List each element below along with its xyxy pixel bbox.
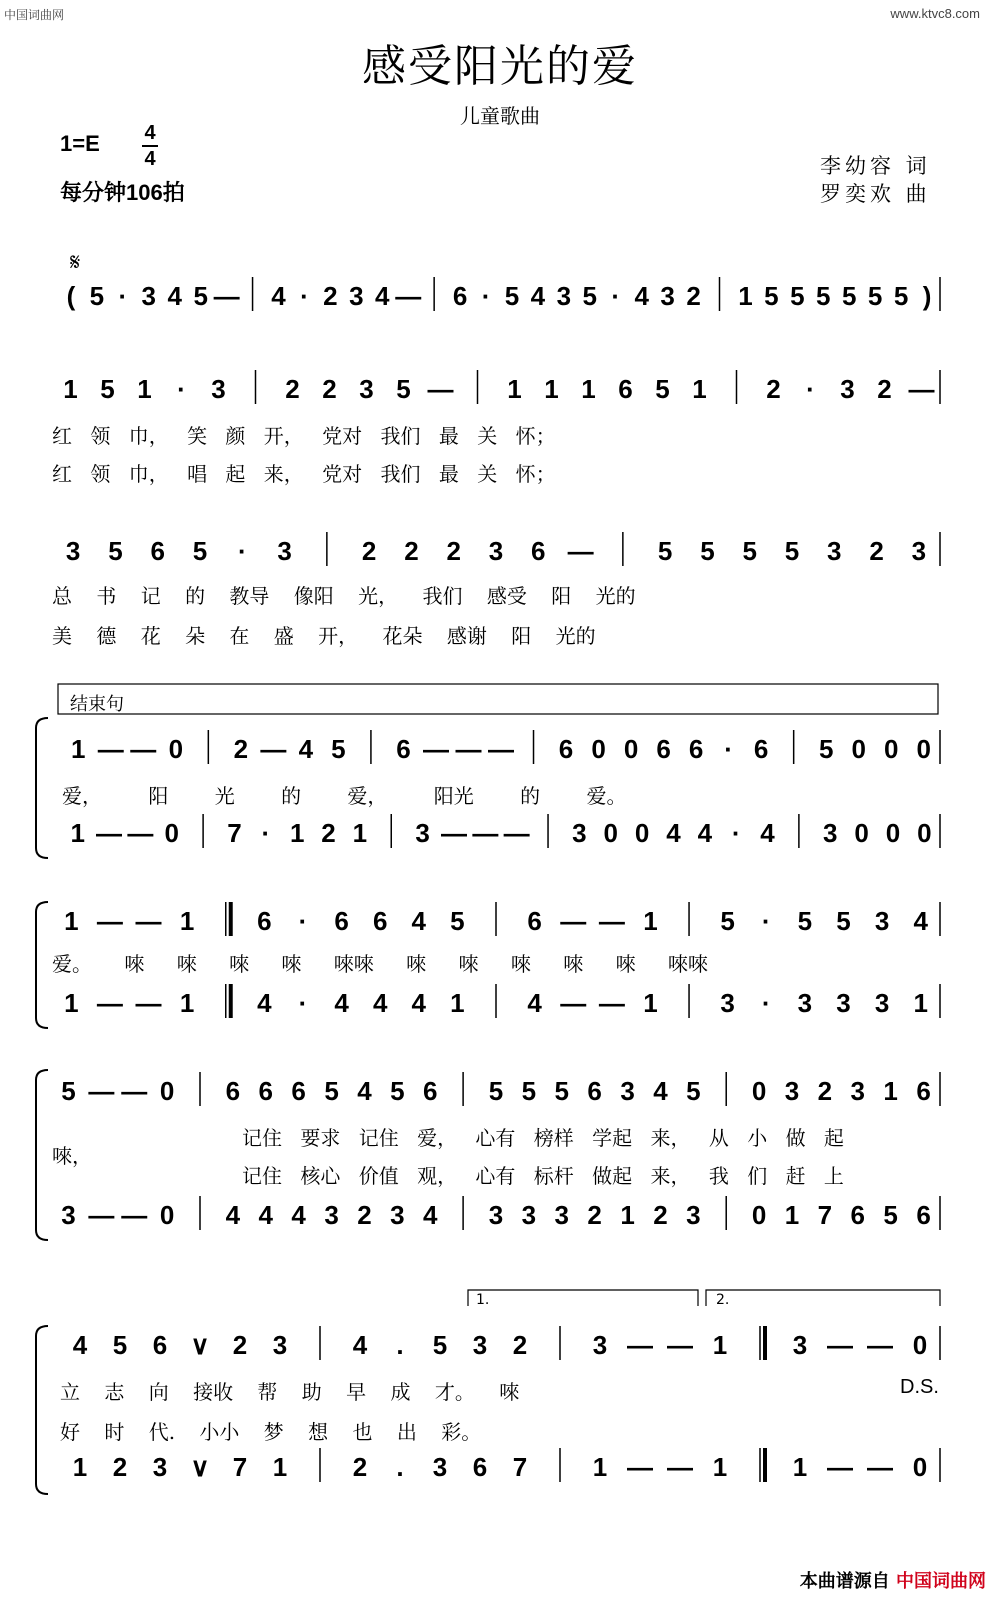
song-title: 感受阳光的爱	[362, 41, 638, 92]
note: 3	[472, 1330, 488, 1360]
note: 3	[840, 374, 855, 404]
note: 3	[554, 1200, 570, 1230]
note: —	[667, 1330, 693, 1360]
note: 3	[141, 281, 157, 311]
note: —	[260, 734, 287, 764]
note: 6	[531, 536, 546, 566]
note: ·	[806, 374, 815, 404]
note: 4	[167, 281, 182, 311]
note: 0	[885, 818, 901, 848]
note: 2	[404, 536, 419, 566]
note: 0	[623, 734, 639, 764]
song-subtitle: 儿童歌曲	[460, 104, 540, 128]
note: ·	[177, 374, 186, 404]
time-signature-top: 4	[144, 122, 156, 144]
note: 4	[372, 988, 388, 1018]
note: 3	[874, 988, 890, 1018]
note: 5	[790, 281, 805, 311]
note: 5	[89, 281, 105, 311]
note: 5	[764, 281, 779, 311]
note: 0	[916, 734, 931, 764]
note: 6	[916, 1200, 931, 1230]
note: 2	[869, 536, 884, 566]
note: 4	[913, 906, 928, 936]
note: 4	[291, 1200, 306, 1230]
note: —	[627, 1330, 653, 1360]
note: 6	[753, 734, 769, 764]
note: 6	[258, 1076, 274, 1106]
note: ·	[237, 536, 247, 566]
volta-2-label: 2.	[716, 1292, 730, 1308]
footer-source-label: 本曲谱源自	[799, 1571, 890, 1592]
note: 5	[488, 1076, 504, 1106]
note: 4	[760, 818, 775, 848]
note: —	[472, 818, 499, 848]
note: —	[96, 988, 123, 1018]
note: 1	[592, 1452, 608, 1482]
note: 0	[164, 818, 179, 848]
note: 2	[352, 1452, 368, 1482]
note: 7	[512, 1452, 528, 1482]
note: 6	[656, 734, 671, 764]
note: 0	[751, 1200, 767, 1230]
note: —	[488, 734, 514, 764]
note: 2	[446, 536, 461, 566]
note: 2	[361, 536, 377, 566]
note: 4	[411, 906, 427, 936]
note: —	[395, 281, 422, 311]
tempo-marking: 每分钟106拍	[60, 180, 185, 205]
note: 4	[375, 281, 390, 311]
note: 0	[917, 818, 932, 848]
note: 6	[150, 536, 165, 566]
note: 5	[742, 536, 757, 566]
note: 1	[883, 1076, 898, 1106]
note: 0	[603, 818, 618, 848]
note: —	[867, 1452, 893, 1482]
note: 1	[137, 374, 152, 404]
note: 0	[912, 1452, 928, 1482]
note: 0	[159, 1076, 175, 1106]
note: 5	[521, 1076, 537, 1106]
note: 5	[797, 906, 813, 936]
note: 6	[422, 1076, 438, 1106]
segno-sign: 𝄋	[70, 248, 81, 276]
note: 3	[823, 818, 838, 848]
composer-credit: 罗奕欢 曲	[820, 182, 931, 206]
site-watermark-right: www.ktvc8.com	[890, 6, 980, 21]
note: ·	[761, 988, 771, 1018]
note: 5	[657, 536, 673, 566]
note: 5	[112, 1330, 128, 1360]
note: 5	[818, 734, 834, 764]
note: 3	[65, 536, 81, 566]
note: 7	[232, 1452, 248, 1482]
note: 3	[660, 281, 675, 311]
note: 1	[71, 734, 86, 764]
note: 6	[291, 1076, 306, 1106]
note: ·	[298, 988, 308, 1018]
note: 3	[390, 1200, 405, 1230]
note: 0	[591, 734, 606, 764]
note: 4	[357, 1076, 372, 1106]
note: 4	[352, 1330, 368, 1360]
lyric-line-2-verse-1: 红 领 巾， 笑 颜 开， 党对 我们 最 关 怀；	[52, 424, 556, 448]
note: (	[66, 281, 76, 311]
note: 3	[784, 1076, 800, 1106]
note: ·	[118, 281, 128, 311]
note: 2	[817, 1076, 833, 1106]
note: —	[127, 818, 154, 848]
lyric-line-2-verse-2: 红 领 巾， 唱 起 来， 党对 我们 最 关 怀；	[52, 462, 556, 486]
note: 1	[712, 1452, 728, 1482]
note: 5	[883, 1200, 898, 1230]
note: 1	[70, 818, 85, 848]
note: 3	[792, 1330, 808, 1360]
note: 2	[686, 281, 701, 311]
lyric-line-6-intro: 唻，	[52, 1144, 92, 1168]
note: 1	[712, 1330, 728, 1360]
note: ∨	[190, 1452, 210, 1482]
footer-site-name: 中国词曲网	[896, 1571, 986, 1592]
note: 3	[720, 988, 735, 1018]
note: 4	[257, 988, 272, 1018]
note: 5	[836, 906, 851, 936]
note: 1	[179, 988, 195, 1018]
ending-box-label: 结束句	[70, 694, 124, 715]
note: —	[96, 906, 123, 936]
note: —	[97, 734, 124, 764]
note: —	[667, 1452, 693, 1482]
note: 4	[634, 281, 649, 311]
note: 1	[63, 374, 78, 404]
ds-marking: D.S.	[900, 1376, 939, 1398]
note: 1	[620, 1200, 635, 1230]
volta-2-bracket	[706, 1290, 940, 1306]
note: 4	[258, 1200, 274, 1230]
note: —	[455, 734, 482, 764]
note: 2	[766, 374, 781, 404]
note: 6	[225, 1076, 241, 1106]
note: 5	[324, 1076, 339, 1106]
note: 1	[64, 906, 79, 936]
note: 1	[581, 374, 596, 404]
note: 6	[472, 1452, 488, 1482]
note: 3	[211, 374, 226, 404]
note: —	[88, 1076, 115, 1106]
note: 0	[912, 1330, 928, 1360]
note: 1	[643, 906, 658, 936]
note: 2	[112, 1452, 128, 1482]
note: 5	[720, 906, 735, 936]
note: 2	[512, 1330, 528, 1360]
note: 6	[334, 906, 349, 936]
note: 2	[285, 374, 300, 404]
note: 3	[324, 1200, 339, 1230]
note: 1	[289, 818, 305, 848]
note: 6	[587, 1076, 602, 1106]
note: 4	[225, 1200, 241, 1230]
note: —	[422, 734, 449, 764]
note: 1	[64, 988, 79, 1018]
note: ∨	[190, 1330, 210, 1360]
note: —	[560, 906, 587, 936]
note: 3	[797, 988, 813, 1018]
system-bracket	[36, 718, 48, 858]
note: 3	[488, 536, 504, 566]
note: 5	[450, 906, 465, 936]
note: —	[121, 1076, 148, 1106]
note: 5	[108, 536, 123, 566]
note: —	[827, 1452, 853, 1482]
note: 5	[331, 734, 346, 764]
note: —	[96, 818, 123, 848]
note: 6	[257, 906, 272, 936]
note: 1	[738, 281, 753, 311]
note: —	[88, 1200, 115, 1230]
note: 2	[232, 1330, 248, 1360]
note: 5	[390, 1076, 405, 1106]
note: 6	[452, 281, 468, 311]
note: 5	[893, 281, 909, 311]
note: 1	[450, 988, 465, 1018]
note: 2	[653, 1200, 668, 1230]
note: 4	[72, 1330, 88, 1360]
note: 6	[558, 734, 574, 764]
note: 3	[556, 281, 572, 311]
volta-1-bracket	[468, 1290, 698, 1306]
note: 5	[193, 281, 208, 311]
note: 5	[554, 1076, 570, 1106]
note: 2	[323, 281, 338, 311]
note: 1	[643, 988, 658, 1018]
note: 6	[527, 906, 542, 936]
lyric-line-6-verse-1: 记住 要求 记住 爱， 心有 榜样 学起 来， 从 小 做 起	[242, 1126, 844, 1150]
note: .	[396, 1330, 404, 1360]
system-bracket	[36, 1326, 48, 1494]
lyricist-credit: 李幼容 词	[820, 154, 931, 178]
note: —	[908, 374, 935, 404]
note: 4	[530, 281, 546, 311]
note: 4	[666, 818, 681, 848]
note: 1	[272, 1452, 288, 1482]
note: 2	[233, 734, 249, 764]
note: 3	[277, 536, 292, 566]
note: 3	[911, 536, 927, 566]
note: —	[440, 818, 467, 848]
lyric-line-6-verse-2: 记住 核心 价值 观， 心有 标杆 做起 来， 我 们 赶 上	[242, 1164, 844, 1188]
note: 5	[582, 281, 598, 311]
note: —	[213, 281, 240, 311]
note: 2	[321, 818, 336, 848]
note: 6	[372, 906, 388, 936]
note: 5	[816, 281, 831, 311]
note: 3	[61, 1200, 76, 1230]
note: 4	[298, 734, 314, 764]
note: 4	[697, 818, 713, 848]
note: 0	[851, 734, 866, 764]
note: —	[135, 906, 162, 936]
note: 3	[874, 906, 890, 936]
note: 3	[415, 818, 430, 848]
note: 0	[634, 818, 650, 848]
note: —	[827, 1330, 853, 1360]
note: 5	[432, 1330, 448, 1360]
note: 6	[850, 1200, 866, 1230]
note: 5	[504, 281, 520, 311]
note: 5	[61, 1076, 76, 1106]
note: 0	[159, 1200, 175, 1230]
note: 0	[854, 818, 869, 848]
note: 5	[841, 281, 857, 311]
note: 0	[883, 734, 899, 764]
note: 2	[877, 374, 892, 404]
note: )	[922, 281, 932, 311]
note: 6	[916, 1076, 931, 1106]
note: ·	[724, 734, 733, 764]
note: 5	[396, 374, 411, 404]
note: 3	[272, 1330, 288, 1360]
note: 4	[653, 1076, 668, 1106]
note: 6	[396, 734, 411, 764]
note: 1	[544, 374, 559, 404]
volta-1-label: 1.	[476, 1292, 490, 1308]
note: 2	[357, 1200, 372, 1230]
note: 6	[688, 734, 704, 764]
lyric-line-4: 爱， 阳 光 的 爱， 阳光 的 爱。	[62, 784, 627, 808]
lyric-line-3-verse-1: 总 书 记 的 教导 像阳 光， 我们 感受 阳 光的	[52, 584, 636, 608]
note: 3	[827, 536, 842, 566]
note: 3	[572, 818, 587, 848]
note: 1	[179, 906, 195, 936]
note: —	[560, 988, 587, 1018]
note: —	[427, 374, 454, 404]
note: 3	[488, 1200, 504, 1230]
note: ·	[761, 906, 771, 936]
note: 5	[100, 374, 115, 404]
site-watermark-left: 中国词曲网	[4, 8, 65, 22]
note: —	[121, 1200, 148, 1230]
note: 3	[521, 1200, 537, 1230]
note: ·	[300, 281, 309, 311]
note: 7	[817, 1200, 833, 1230]
note: 3	[152, 1452, 168, 1482]
note: 5	[700, 536, 715, 566]
note: 3	[349, 281, 364, 311]
note: 7	[227, 818, 242, 848]
note: 6	[152, 1330, 168, 1360]
note: 1	[507, 374, 522, 404]
note: ·	[611, 281, 621, 311]
note: ·	[298, 906, 308, 936]
note: 1	[72, 1452, 88, 1482]
note: 1	[913, 988, 928, 1018]
note: 1	[692, 374, 707, 404]
note: —	[867, 1330, 893, 1360]
key-signature: 1=E	[60, 131, 100, 156]
lyric-line-5: 爱。 唻 唻 唻 唻 唻唻 唻 唻 唻 唻 唻 唻唻	[52, 952, 708, 976]
lyric-line-7-verse-2: 好 时 代. 小小 梦 想 也 出 彩。	[60, 1420, 482, 1444]
note: ·	[731, 818, 741, 848]
note: 4	[422, 1200, 438, 1230]
note: 4	[271, 281, 286, 311]
note: ·	[481, 281, 491, 311]
note: —	[627, 1452, 653, 1482]
note: 3	[592, 1330, 608, 1360]
system-bracket	[36, 1070, 48, 1240]
note: 2	[322, 374, 337, 404]
note: 3	[432, 1452, 448, 1482]
note: 3	[836, 988, 851, 1018]
note: ·	[261, 818, 271, 848]
note: —	[598, 906, 625, 936]
note: 1	[792, 1452, 808, 1482]
ending-box	[58, 684, 938, 714]
note: 1	[784, 1200, 800, 1230]
note: 1	[352, 818, 368, 848]
time-signature-bottom: 4	[144, 148, 156, 170]
note: —	[130, 734, 157, 764]
note: 4	[334, 988, 349, 1018]
note: —	[135, 988, 162, 1018]
note: .	[396, 1452, 404, 1482]
note: 6	[618, 374, 633, 404]
note: —	[598, 988, 625, 1018]
note: 5	[686, 1076, 701, 1106]
note: 0	[751, 1076, 767, 1106]
note: 5	[192, 536, 208, 566]
note: —	[567, 536, 594, 566]
lyric-line-3-verse-2: 美 德 花 朵 在 盛 开， 花朵 感谢 阳 光的	[52, 624, 596, 648]
system-bracket	[36, 902, 48, 1028]
note: 0	[168, 734, 184, 764]
note: 4	[527, 988, 542, 1018]
note: 3	[620, 1076, 635, 1106]
note: 3	[359, 374, 374, 404]
footer-source	[800, 1567, 986, 1593]
note: 3	[686, 1200, 701, 1230]
note: 5	[784, 536, 800, 566]
note: 5	[655, 374, 670, 404]
note: —	[503, 818, 530, 848]
note: 2	[587, 1200, 602, 1230]
note: 3	[850, 1076, 866, 1106]
note: 4	[411, 988, 427, 1018]
lyric-line-7-verse-1: 立 志 向 接收 帮 助 早 成 才。 唻	[60, 1380, 520, 1404]
note: 5	[867, 281, 883, 311]
